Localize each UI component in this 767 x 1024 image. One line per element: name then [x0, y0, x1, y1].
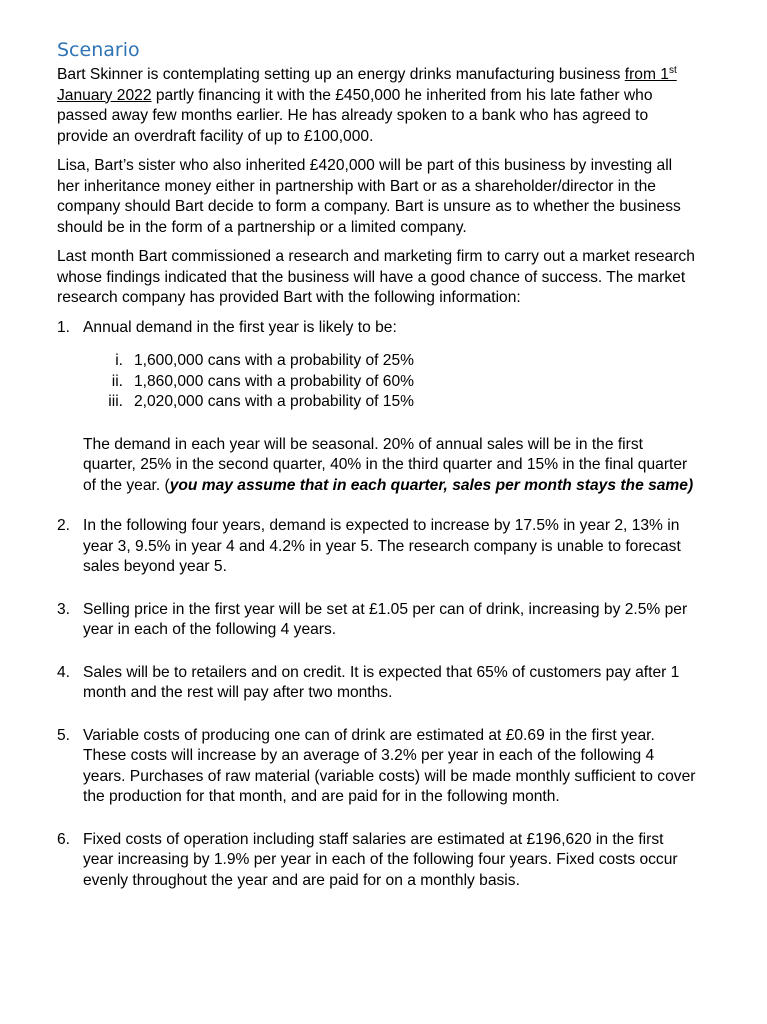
- list-number: 6.: [57, 830, 71, 848]
- start-date-day: from 1: [624, 66, 669, 83]
- list-number: 2.: [57, 517, 71, 534]
- list-item: [57, 600, 697, 641]
- sub-list-text: 1,860,000 cans with a probability of 60%: [134, 372, 415, 390]
- information-list: [57, 318, 697, 892]
- sub-list-number: i.: [115, 352, 123, 369]
- sub-list-item: [83, 392, 697, 413]
- paragraph-intro: [57, 65, 697, 147]
- sub-list-item: [83, 372, 697, 393]
- list-text: Fixed costs of operation including staff salaries are estimated at £196,620 in the first year increasing by 1.9% per year in each of the following four years. Fixed costs occur evenly throughout the year and are paid for on a monthly basis.: [83, 830, 678, 889]
- sub-list-number: ii.: [111, 372, 123, 390]
- list-text: In the following four years, demand is expected to increase by 17.5% in year 2, 13% in year 3, 9.5% in year 4 and 4.2% in year 5. The research company is unable to forecast sales beyond year 5.: [83, 517, 681, 575]
- list-text: Annual demand in the first year is likely to be:: [83, 318, 397, 336]
- seasonality-text: The demand in each year will be seasonal. 20% of annual sales will be in the first quarter, 25% in the second quarter, 40% in the third quarter and 15% in the final quarter of the year. (: [83, 435, 688, 494]
- start-date-ordinal: st: [668, 65, 677, 76]
- document-page: [57, 38, 697, 913]
- list-item: [57, 516, 697, 578]
- list-text: Variable costs of producing one can of drink are estimated at £0.69 in the first year. These costs will increase by an average of 3.2% per year in each of the following 4 years. Purchases of raw material (variable costs) will be made monthly sufficient to cover the production for that month, and are paid for in the following month.: [83, 726, 696, 805]
- sub-list-text: 1,600,000 cans with a probability of 25%: [134, 352, 415, 369]
- start-date-month-year: January 2022: [57, 86, 152, 104]
- list-text: Selling price in the first year will be set at £1.05 per can of drink, increasing by 2.5% per year in each of the following 4 years.: [83, 600, 688, 638]
- list-item: [57, 726, 697, 808]
- paragraph-research: Last month Bart commissioned a research and marketing firm to carry out a market research whose findings indicated that the business will have a good chance of success. The market research company has provided Bart with the following information:: [57, 248, 695, 306]
- section-heading: Scenario: [57, 39, 140, 61]
- seasonality-note: [83, 435, 697, 497]
- paragraph-lisa: Lisa, Bart’s sister who also inherited £420,000 will be part of this business by investing all her inheritance money either in partnership with Bart or as a shareholder/director in the company should Bart decide to form a company. Bart is unsure as to whether the business should be in the form of a partnership or a limited company.: [57, 157, 681, 236]
- intro-text-end: partly financing it with the £450,000 he inherited from his late father who passed away few months earlier. He has already spoken to a bank who has agreed to provide an overdraft facility of up to £100,000.: [57, 86, 653, 145]
- list-number: 5.: [57, 726, 71, 744]
- list-item: [57, 830, 697, 892]
- sub-list-text: 2,020,000 cans with a probability of 15%: [134, 393, 415, 410]
- sub-list-item: [83, 351, 697, 372]
- list-item: [57, 663, 697, 704]
- list-item: [57, 318, 697, 497]
- list-number: 4.: [57, 663, 71, 681]
- list-number: 3.: [57, 600, 71, 618]
- demand-sublist: [83, 351, 697, 413]
- list-number: 1.: [57, 318, 71, 336]
- seasonality-italic-note: you may assume that in each quarter, sales per month stays the same): [169, 476, 694, 494]
- intro-text-start: Bart Skinner is contemplating setting up an energy drinks manufacturing business: [57, 66, 625, 83]
- list-text: Sales will be to retailers and on credit. It is expected that 65% of customers pay after 1 month and the rest will pay after two months.: [83, 663, 680, 701]
- sub-list-number: iii.: [108, 393, 123, 410]
